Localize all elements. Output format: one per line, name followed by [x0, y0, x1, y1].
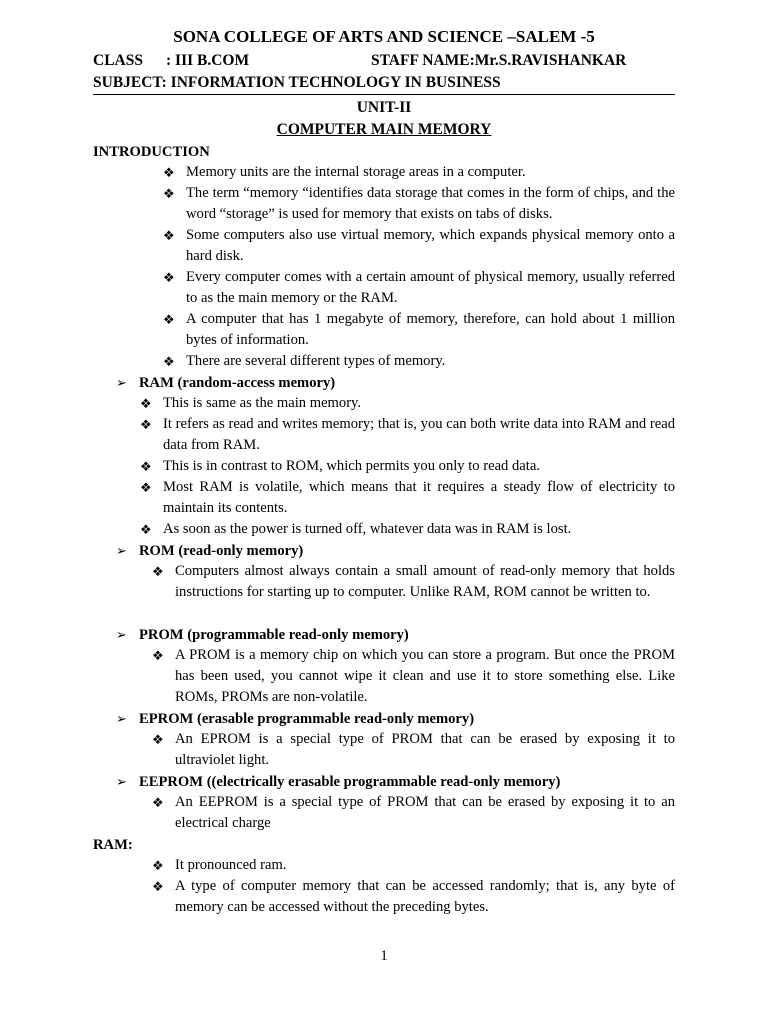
diamond-bullet-icon: ❖ [163, 312, 175, 327]
ram-bullet-2: It refers as read and writes memory; that is, you can both write data into RAM and read data from RAM. [163, 416, 675, 453]
diamond-bullet-icon: ❖ [140, 417, 152, 432]
class-value: : III B.COM [166, 52, 250, 69]
diamond-bullet-icon: ❖ [140, 480, 152, 495]
intro-bullet-4: Every computer comes with a certain amount of physical memory, usually referred to as the main memory or the RAM. [186, 269, 675, 306]
ram-definition-bullet-1: It pronounced ram. [175, 857, 287, 873]
arrowhead-bullet-icon: ➢ [116, 375, 127, 390]
unit-heading: UNIT-II [356, 99, 412, 116]
diamond-bullet-icon: ❖ [163, 354, 175, 369]
intro-bullet-3: Some computers also use virtual memory, which expands physical memory onto a hard disk. [186, 227, 675, 264]
ram-heading: RAM (random-access memory) [139, 375, 336, 391]
arrowhead-bullet-icon: ➢ [116, 543, 127, 558]
eprom-bullet-1: An EPROM is a special type of PROM that can be erased by exposing it to ultraviolet light. [175, 731, 675, 768]
diamond-bullet-icon: ❖ [163, 186, 175, 201]
ram-bullet-1: This is same as the main memory. [163, 395, 362, 411]
intro-bullet-2: The term “memory “identifies data storage that comes in the form of chips, and the word “storage” is used for memory that exists on tabs of disks. [186, 185, 675, 222]
diamond-bullet-icon: ❖ [163, 165, 175, 180]
arrowhead-bullet-icon: ➢ [116, 774, 127, 789]
arrowhead-bullet-icon: ➢ [116, 627, 127, 642]
diamond-bullet-icon: ❖ [163, 270, 175, 285]
diamond-bullet-icon: ❖ [140, 459, 152, 474]
intro-bullet-5: A computer that has 1 megabyte of memory, therefore, can hold about 1 million bytes of information. [186, 311, 675, 348]
diamond-bullet-icon: ❖ [140, 396, 152, 411]
staff-name: STAFF NAME:Mr.S.RAVISHANKAR [371, 52, 627, 69]
diamond-bullet-icon: ❖ [140, 522, 152, 537]
page-number: 1 [380, 948, 388, 964]
rom-bullet-1: Computers almost always contain a small amount of read-only memory that holds instructions for starting up to computer. Unlike RAM, ROM cannot be written to. [175, 563, 675, 600]
eeprom-heading: EEPROM ((electrically erasable programmable read-only memory) [139, 774, 561, 790]
prom-heading: PROM (programmable read-only memory) [139, 627, 409, 643]
diamond-bullet-icon: ❖ [152, 858, 164, 873]
page-title: COMPUTER MAIN MEMORY [276, 121, 492, 138]
eeprom-bullet-1: An EEPROM is a special type of PROM that can be erased by exposing it to an electrical charge [175, 794, 675, 831]
intro-bullet-1: Memory units are the internal storage areas in a computer. [186, 164, 526, 180]
intro-bullet-6: There are several different types of memory. [186, 353, 446, 369]
ram-definition-heading: RAM: [93, 837, 133, 853]
class-label: CLASS [93, 52, 143, 69]
diamond-bullet-icon: ❖ [152, 648, 164, 663]
subject: SUBJECT: INFORMATION TECHNOLOGY IN BUSINESS [93, 74, 501, 91]
diamond-bullet-icon: ❖ [152, 795, 164, 810]
ram-bullet-4: Most RAM is volatile, which means that it requires a steady flow of electricity to maintain its contents. [163, 479, 675, 516]
rom-heading: ROM (read-only memory) [139, 543, 304, 559]
diamond-bullet-icon: ❖ [152, 879, 164, 894]
prom-bullet-1: A PROM is a memory chip on which you can store a program. But once the PROM has been used, you cannot wipe it clean and use it to store something else. Like ROMs, PROMs are non-volatile. [175, 647, 675, 705]
ram-bullet-3: This is in contrast to ROM, which permits you only to read data. [163, 458, 540, 474]
diamond-bullet-icon: ❖ [152, 732, 164, 747]
college-name: SONA COLLEGE OF ARTS AND SCIENCE –SALEM -5 [173, 27, 595, 46]
diamond-bullet-icon: ❖ [163, 228, 175, 243]
eprom-heading: EPROM (erasable programmable read-only memory) [139, 711, 475, 727]
diamond-bullet-icon: ❖ [152, 564, 164, 579]
arrowhead-bullet-icon: ➢ [116, 711, 127, 726]
intro-heading: INTRODUCTION [93, 144, 210, 160]
ram-definition-bullet-2: A type of computer memory that can be accessed randomly; that is, any byte of memory can be accessed without the preceding bytes. [175, 878, 675, 915]
ram-bullet-5: As soon as the power is turned off, whatever data was in RAM is lost. [163, 521, 572, 537]
header-rule [93, 94, 675, 95]
